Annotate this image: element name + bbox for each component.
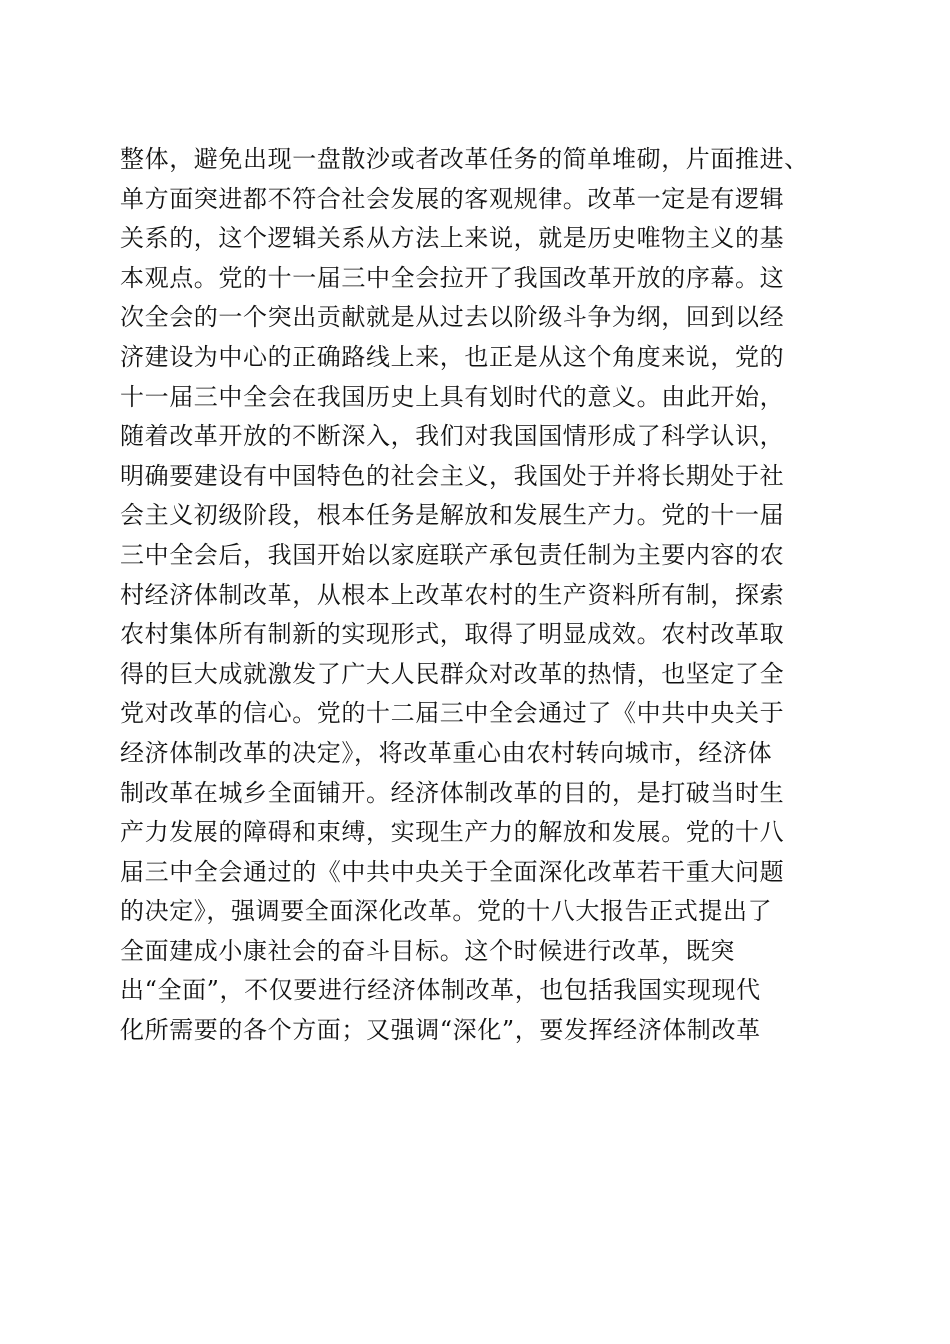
text-line: 制改革在城乡全面铺开。经济体制改革的目的，是打破当时生: [120, 778, 785, 807]
text-line: 十一届三中全会在我国历史上具有划时代的意义。由此开始，: [120, 382, 785, 411]
text-line: 本观点。党的十一届三中全会拉开了我国改革开放的序幕。这: [120, 263, 785, 292]
body-text: [120, 140, 830, 1051]
text-line: 明确要建设有中国特色的社会主义，我国处于并将长期处于社: [120, 461, 785, 490]
text-line: 整体，避免出现一盘散沙或者改革任务的简单堆砌，片面推进、: [120, 145, 809, 173]
text-line: 出“全面”，不仅要进行经济体制改革，也包括我国实现现代: [120, 976, 761, 1005]
text-line: 得的巨大成就激发了广大人民群众对改革的热情，也坚定了全: [120, 659, 785, 688]
text-line: 村经济体制改革，从根本上改革农村的生产资料所有制，探索: [120, 580, 785, 609]
text-line: 次全会的一个突出贡献就是从过去以阶级斗争为纲，回到以经: [120, 303, 785, 332]
text-line: 会主义初级阶段，根本任务是解放和发展生产力。党的十一届: [120, 501, 785, 530]
text-line: 化所需要的各个方面；又强调“深化”，要发挥经济体制改革: [120, 1016, 761, 1045]
text-line: 关系的，这个逻辑关系从方法上来说，就是历史唯物主义的基: [120, 224, 785, 253]
text-line: 单方面突进都不符合社会发展的客观规律。改革一定是有逻辑: [120, 184, 785, 213]
text-line: 随着改革开放的不断深入，我们对我国国情形成了科学认识，: [120, 422, 785, 451]
text-line: 经济体制改革的决定》，将改革重心由农村转向城市，经济体: [120, 738, 773, 767]
text-line: 三中全会后，我国开始以家庭联产承包责任制为主要内容的农: [120, 540, 785, 569]
text-line: 全面建成小康社会的奋斗目标。这个时候进行改革，既突: [120, 936, 735, 965]
text-line: 的决定》，强调要全面深化改革。党的十八大报告正式提出了: [120, 897, 773, 926]
text-line: 农村集体所有制新的实现形式，取得了明显成效。农村改革取: [120, 620, 785, 649]
text-line: 党对改革的信心。党的十二届三中全会通过了《中共中央关于: [120, 699, 785, 728]
text-line: 届三中全会通过的《中共中央关于全面深化改革若干重大问题: [120, 857, 785, 886]
text-line: 济建设为中心的正确路线上来，也正是从这个角度来说，党的: [120, 342, 785, 371]
text-line: 产力发展的障碍和束缚，实现生产力的解放和发展。党的十八: [120, 818, 785, 847]
